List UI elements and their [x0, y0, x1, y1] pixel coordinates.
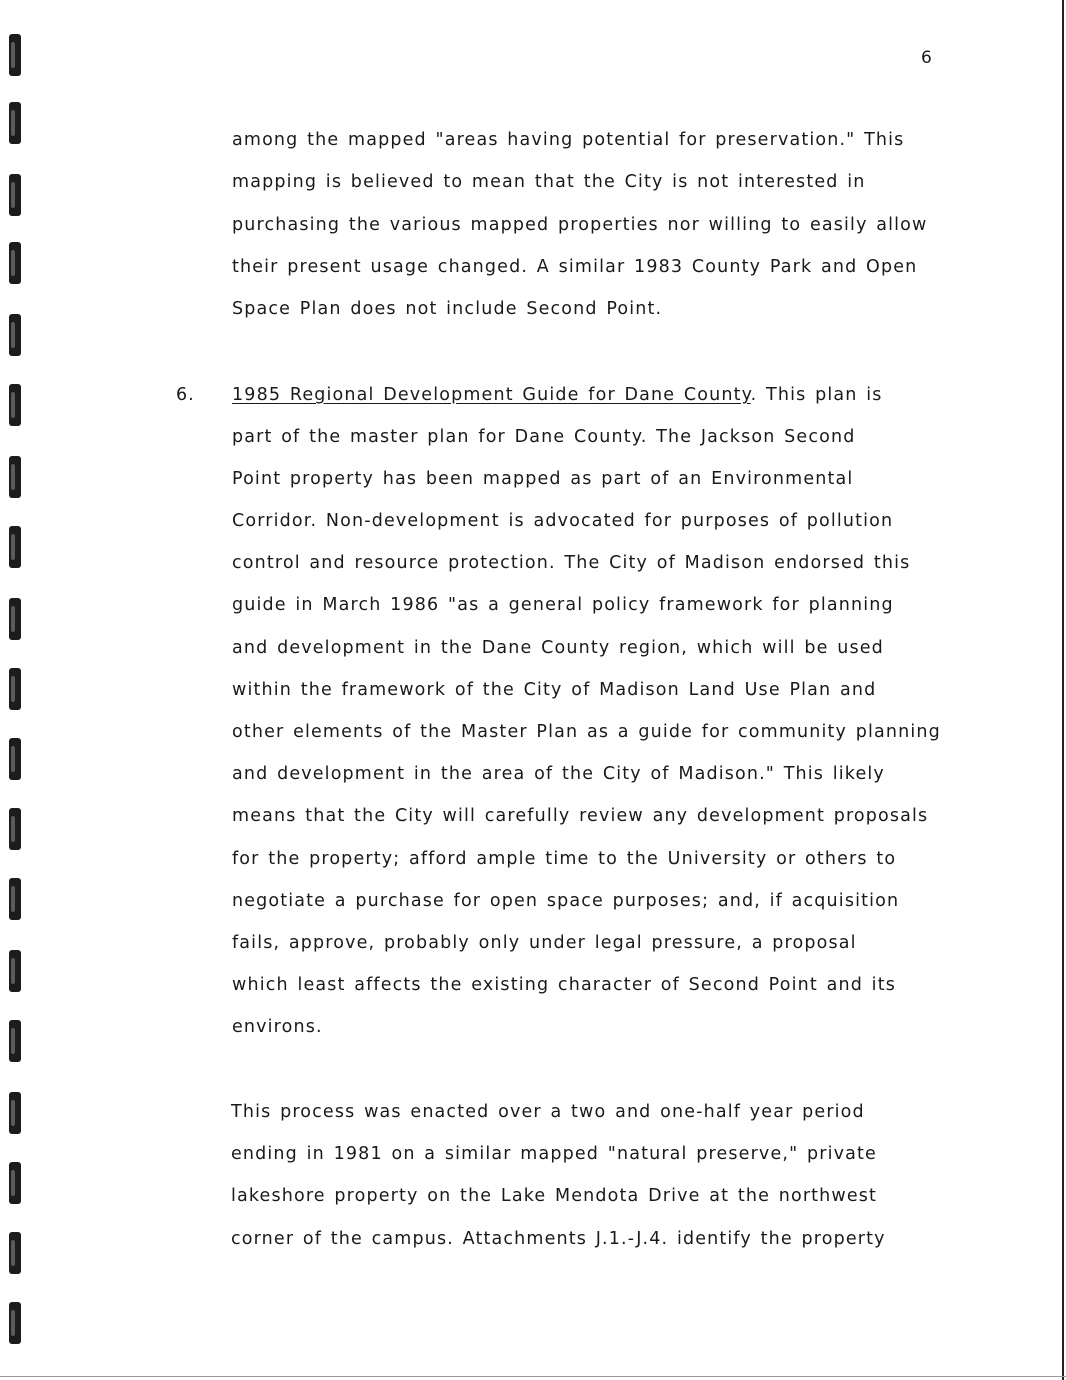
binder-hole [9, 1232, 21, 1274]
page-bottom-edge [0, 1376, 1066, 1377]
paragraph-line: mapping is believed to mean that the City is not interested in [232, 172, 866, 192]
paragraph-line: negotiate a purchase for open space purposes; and, if acquisition [232, 891, 900, 911]
binder-hole [9, 808, 21, 850]
paragraph-line: means that the City will carefully review any development proposals [232, 806, 929, 826]
paragraph-line: environs. [232, 1017, 323, 1037]
binder-hole [9, 174, 21, 216]
binder-hole [9, 1162, 21, 1204]
binder-hole [9, 314, 21, 356]
item-number: 6. [176, 385, 195, 405]
paragraph-line: and development in the Dane County region, which will be used [232, 638, 884, 658]
paragraph-line: for the property; afford ample time to the University or others to [232, 849, 897, 869]
binder-hole [9, 526, 21, 568]
paragraph-line: control and resource protection. The City of Madison endorsed this [232, 553, 911, 573]
binder-hole [9, 1020, 21, 1062]
paragraph-line: purchasing the various mapped properties nor willing to easily allow [232, 215, 928, 235]
binder-hole [9, 668, 21, 710]
binder-hole [9, 102, 21, 144]
paragraph-line: other elements of the Master Plan as a guide for community planning [232, 722, 941, 742]
paragraph-line: lakeshore property on the Lake Mendota Drive at the northwest [231, 1186, 878, 1206]
paragraph-line: and development in the area of the City of Madison." This likely [232, 764, 885, 784]
binder-hole [9, 1092, 21, 1134]
binder-hole [9, 738, 21, 780]
binder-hole [9, 384, 21, 426]
item-heading-line [232, 383, 883, 407]
paragraph-line: which least affects the existing character of Second Point and its [232, 975, 896, 995]
binder-hole [9, 456, 21, 498]
binder-hole [9, 242, 21, 284]
binder-hole [9, 598, 21, 640]
paragraph-line: corner of the campus. Attachments J.1.-J.4. identify the property [231, 1229, 886, 1249]
binder-holes [0, 0, 30, 1380]
paragraph-line: guide in March 1986 "as a general policy framework for planning [232, 595, 894, 615]
item-title-suffix: . This plan is [750, 385, 883, 405]
paragraph-line: fails, approve, probably only under legal pressure, a proposal [232, 933, 857, 953]
binder-hole [9, 878, 21, 920]
binder-hole [9, 1302, 21, 1344]
paragraph-line: their present usage changed. A similar 1983 County Park and Open [232, 257, 918, 277]
paragraph-line: part of the master plan for Dane County. The Jackson Second [232, 427, 856, 447]
paragraph-line: Corridor. Non-development is advocated for purposes of pollution [232, 511, 894, 531]
paragraph-line: among the mapped "areas having potential for preservation." This [232, 130, 905, 150]
page-right-edge [1062, 0, 1064, 1380]
paragraph-line: Point property has been mapped as part of an Environmental [232, 469, 854, 489]
paragraph-line: ending in 1981 on a similar mapped "natural preserve," private [231, 1144, 877, 1164]
item-title: 1985 Regional Development Guide for Dane County [232, 385, 751, 405]
binder-hole [9, 34, 21, 76]
paragraph-line: within the framework of the City of Madison Land Use Plan and [232, 680, 877, 700]
paragraph-line: This process was enacted over a two and one-half year period [231, 1102, 865, 1122]
paragraph-line: Space Plan does not include Second Point. [232, 299, 663, 319]
page-number: 6 [921, 48, 933, 68]
binder-hole [9, 950, 21, 992]
